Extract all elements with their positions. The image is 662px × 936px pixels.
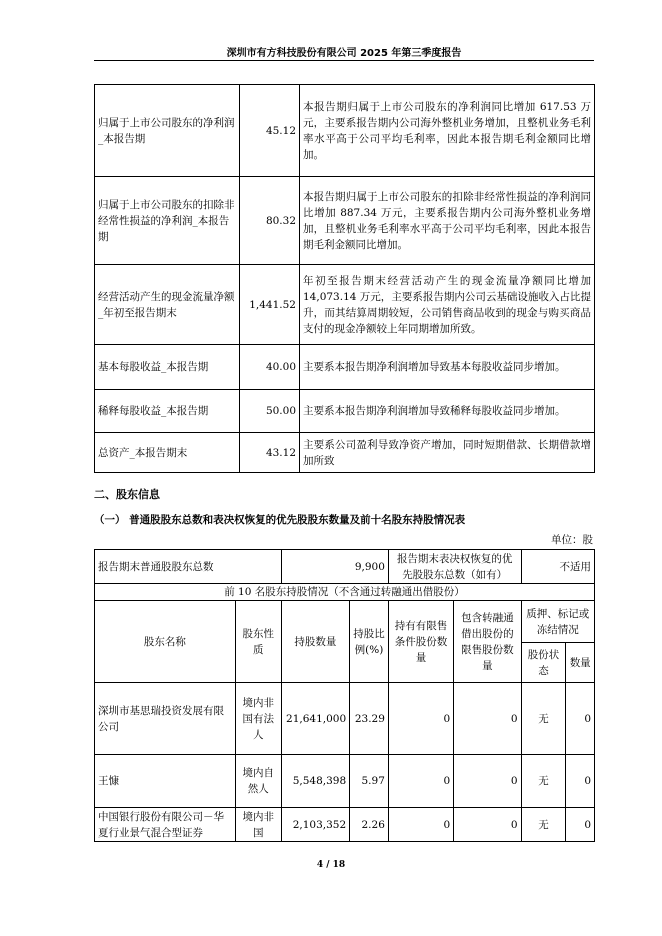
- name-cell: 王慷: [95, 755, 236, 808]
- shareholder-table: [94, 549, 595, 842]
- header-ratio: 持股比例(%): [350, 601, 389, 683]
- reason-cell: 主要系本报告期净利润增加导致稀释每股收益同步增加。: [300, 390, 595, 433]
- item-cell: 经营活动产生的现金流量净额_年初至报告期末: [95, 265, 240, 345]
- qty-cell: 0: [566, 683, 595, 755]
- pref-label: 报告期末表决权恢复的优先股股东总数（如有）: [388, 550, 521, 584]
- table-row: [95, 390, 595, 433]
- report-header: 深圳市有方科技股份有限公司 2025 年第三季度报告: [226, 48, 462, 59]
- reason-cell: 本报告期归属于上市公司股东的扣除非经常性损益的净利润同比增加 887.34 万元，主要系报告期内公司海外整机业务增加，且整机业务毛利率水平高于公司平均毛利率，因此本报告期毛利金额同比增加。: [300, 177, 595, 265]
- shares-cell: 2,103,352: [281, 808, 349, 842]
- name-cell: 中国银行股份有限公司－华夏行业景气混合型证券: [95, 808, 236, 842]
- reason-cell: 年初至报告期末经营活动产生的现金流量净额同比增加 14,073.14 万元，主要系报告期内公司云基础设施收入占比提升，而其结算周期较短，公司销售商品收到的现金与购买商品支付的现金净额较上年同期增加所致。: [300, 265, 595, 345]
- lent-cell: 0: [454, 808, 521, 842]
- item-cell: 总资产_本报告期末: [95, 433, 240, 473]
- pct-cell: 40.00: [240, 345, 300, 390]
- unit-label: 单位：股: [551, 534, 593, 546]
- pct-cell: 80.32: [240, 177, 300, 265]
- change-table: [94, 84, 595, 473]
- header-restricted: 持有有限售条件股份数量: [388, 601, 453, 683]
- header-shares: 持股数量: [281, 601, 349, 683]
- table-row: [95, 433, 595, 473]
- header-pledge: 质押、标记或冻结情况: [521, 601, 595, 643]
- nature-cell: 境内非国: [235, 808, 281, 842]
- item-cell: 归属于上市公司股东的净利润_本报告期: [95, 85, 240, 177]
- shares-cell: 5,548,398: [281, 755, 349, 808]
- pref-value: 不适用: [521, 550, 595, 584]
- header-nature: 股东性质: [235, 601, 281, 683]
- shares-cell: 21,641,000: [281, 683, 349, 755]
- table-row: [95, 177, 595, 265]
- header-pledge-qty: 数量: [566, 643, 595, 683]
- restricted-cell: 0: [388, 755, 453, 808]
- restricted-cell: 0: [388, 683, 453, 755]
- table-header-row: [95, 601, 595, 643]
- restricted-cell: 0: [388, 808, 453, 842]
- table-row: [95, 265, 595, 345]
- table-row: [95, 85, 595, 177]
- table-row: [95, 584, 595, 601]
- status-cell: 无: [521, 683, 566, 755]
- pct-cell: 1,441.52: [240, 265, 300, 345]
- header-name: 股东名称: [95, 601, 236, 683]
- ratio-cell: 2.26: [350, 808, 389, 842]
- qty-cell: 0: [566, 808, 595, 842]
- table-row: [95, 755, 595, 808]
- item-cell: 归属于上市公司股东的扣除非经常性损益的净利润_本报告期: [95, 177, 240, 265]
- reason-cell: 主要系公司盈利导致净资产增加，同时短期借款、长期借款增加所致: [300, 433, 595, 473]
- nature-cell: 境内非国有法人: [235, 683, 281, 755]
- header-rule: [94, 60, 594, 61]
- total-label: 报告期末普通股股东总数: [95, 550, 282, 584]
- pct-cell: 50.00: [240, 390, 300, 433]
- page-number: 4 / 18: [316, 860, 346, 870]
- pct-cell: 45.12: [240, 85, 300, 177]
- pct-cell: 43.12: [240, 433, 300, 473]
- ratio-cell: 5.97: [350, 755, 389, 808]
- nature-cell: 境内自然人: [235, 755, 281, 808]
- table-row: [95, 345, 595, 390]
- total-value: 9,900: [281, 550, 388, 584]
- name-cell: 深圳市基思瑞投资发展有限公司: [95, 683, 236, 755]
- item-cell: 稀释每股收益_本报告期: [95, 390, 240, 433]
- reason-cell: 本报告期归属于上市公司股东的净利润同比增加 617.53 万元，主要系报告期内公司海外整机业务增加，且整机业务毛利率水平高于公司平均毛利率，因此本报告期毛利金额同比增加。: [300, 85, 595, 177]
- header-pledge-status: 股份状态: [521, 643, 566, 683]
- table-row: [95, 808, 595, 842]
- section-title: 二、股东信息: [94, 488, 160, 501]
- item-cell: 基本每股收益_本报告期: [95, 345, 240, 390]
- reason-cell: 主要系本报告期净利润增加导致基本每股收益同步增加。: [300, 345, 595, 390]
- status-cell: 无: [521, 808, 566, 842]
- table-row: [95, 550, 595, 584]
- lent-cell: 0: [454, 683, 521, 755]
- qty-cell: 0: [566, 755, 595, 808]
- table-row: [95, 683, 595, 755]
- status-cell: 无: [521, 755, 566, 808]
- ratio-cell: 23.29: [350, 683, 389, 755]
- top10-caption: 前 10 名股东持股情况（不含通过转融通出借股份）: [95, 584, 595, 601]
- section-subtitle: （一） 普通股股东总数和表决权恢复的优先股股东数量及前十名股东持股情况表: [94, 514, 466, 526]
- header-lent: 包含转融通借出股份的限售股份数量: [454, 601, 521, 683]
- lent-cell: 0: [454, 755, 521, 808]
